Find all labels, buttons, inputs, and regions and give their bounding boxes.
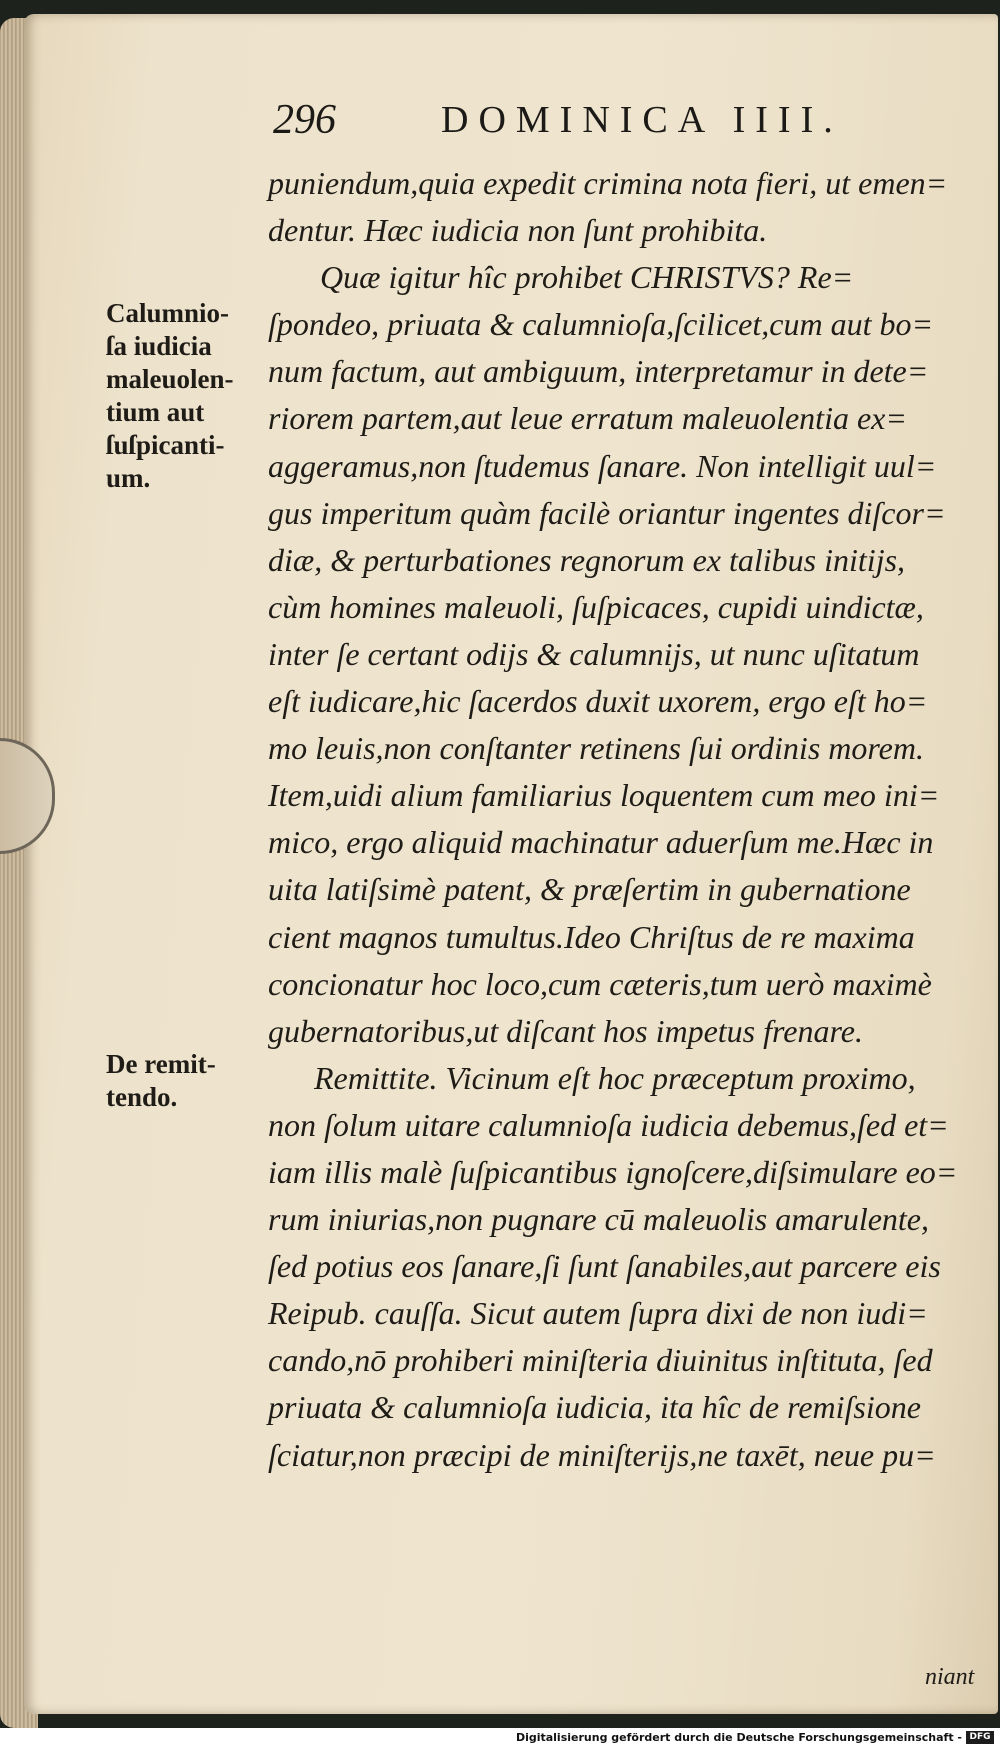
text-line: dentur. Hæc iudicia non ſunt prohibita.: [268, 212, 768, 249]
text-line: aggeramus,non ſtudemus ſanare. Non intelligit uul=: [268, 447, 937, 484]
text-line: mico, ergo aliquid machinatur aduerſum me.Hæc in: [268, 824, 934, 861]
margin-note-line: ſa iudicia: [106, 331, 212, 361]
page-number: 296: [273, 97, 336, 143]
text-line: inter ſe certant odijs & calumnijs, ut nunc uſitatum: [268, 635, 920, 672]
margin-note-line: tium aut: [106, 397, 205, 427]
margin-note-calumniosa: [106, 297, 266, 495]
text-line: iam illis malè ſuſpicantibus ignoſcere,diſsimulare eo=: [268, 1153, 958, 1190]
margin-note-line: Calumnio-: [106, 298, 230, 328]
text-line: rum iniurias,non pugnare cū maleuolis amarulente,: [268, 1201, 929, 1238]
text-line: num factum, aut ambiguum, interpretamur in dete=: [268, 353, 929, 390]
dfg-logo: DFG: [966, 1731, 994, 1744]
text-line: gus imperitum quàm facilè oriantur ingentes diſcor=: [268, 494, 946, 531]
text-line: Item,uidi alium familiarius loquentem cum meo ini=: [268, 777, 940, 814]
margin-note-line: maleuolen-: [106, 364, 234, 394]
margin-note-line: ſuſpicanti-: [106, 430, 225, 460]
text-line: cùm homines maleuoli, ſuſpicaces, cupidi uindictæ,: [268, 588, 924, 625]
text-line: non ſolum uitare calumnioſa iudicia debemus,ſed et=: [268, 1106, 949, 1143]
body-text: [268, 160, 988, 1479]
text-line: concionatur hoc loco,cum cæteris,tum uerò maximè: [268, 965, 932, 1002]
text-line: cient magnos tumultus.Ideo Chriſtus de re maxima: [268, 918, 915, 955]
text-line: riorem partem,aut leue erratum maleuolentia ex=: [268, 400, 907, 437]
page-header: [273, 96, 963, 148]
running-title: DOMINICA IIII.: [441, 99, 843, 141]
text-line: ſciatur,non præcipi de miniſterijs,ne taxēt, neue pu=: [268, 1436, 936, 1473]
text-line: priuata & calumnioſa iudicia, ita hîc de remiſsione: [268, 1389, 921, 1426]
margin-note-line: um.: [106, 463, 151, 493]
text-line: cando,nō prohiberi miniſteria diuinitus inſtituta, ſed: [268, 1342, 933, 1379]
text-line: uita latiſsimè patent, & præſertim in gubernatione: [268, 871, 911, 908]
margin-note-de-remittendo: [106, 1048, 266, 1114]
text-line: Remittite. Vicinum eſt hoc præceptum proximo,: [314, 1059, 916, 1096]
text-line: Reipub. cauſſa. Sicut autem ſupra dixi de non iudi=: [268, 1295, 928, 1332]
catchword: niant: [925, 1664, 975, 1690]
text-line: mo leuis,non conſtanter retinens ſui ordinis morem.: [268, 730, 924, 767]
text-line: puniendum,quia expedit crimina nota fieri, ut emen=: [268, 165, 948, 201]
text-line: eſt iudicare,hic ſacerdos duxit uxorem, ergo eſt ho=: [268, 683, 928, 720]
text-line: ſpondeo, priuata & calumnioſa,ſcilicet,cum aut bo=: [268, 306, 934, 343]
margin-note-line: De remit-: [106, 1049, 216, 1079]
text-line: ſed potius eos ſanare,ſi ſunt ſanabiles,aut parcere eis: [268, 1248, 941, 1285]
funding-credit: Digitalisierung gefördert durch die Deutsche Forschungsgemeinschaft -: [515, 1731, 962, 1744]
margin-note-line: tendo.: [106, 1082, 178, 1112]
text-line: Quæ igitur hîc prohibet CHRISTVS? Re=: [320, 259, 854, 296]
text-line: diæ, & perturbationes regnorum ex talibus initijs,: [268, 541, 906, 578]
text-line: gubernatoribus,ut diſcant hos impetus frenare.: [268, 1012, 863, 1049]
